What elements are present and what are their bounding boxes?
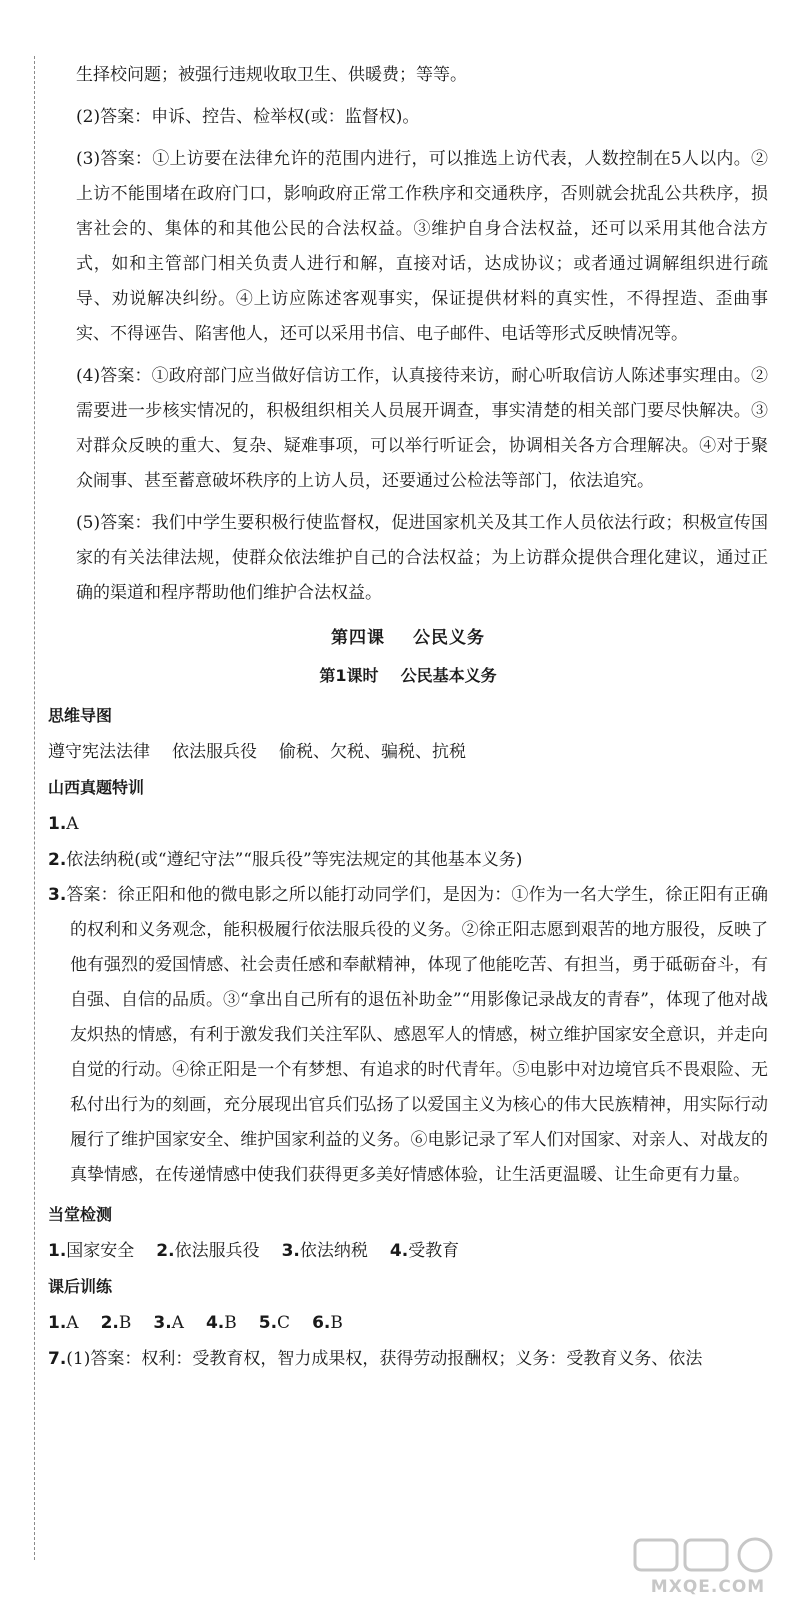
answer-item: [48, 1313, 79, 1333]
watermark-logo: [633, 1536, 783, 1598]
binding-margin-line: [34, 56, 35, 1560]
lesson-period: 第1课时: [319, 666, 379, 685]
answer-3: (3)答案：①上访要在法律允许的范围内进行，可以推选上访代表，人数控制在5人以内。②上访不能围堵在政府门口，影响政府正常工作秩序和交通秩序，否则就会扰乱公共秩序，损害社会的、集体的和其他公民的合法权益。③维护自身合法权益，还可以采用其他合法方式，如和主管部门相关负责人进行和解，直接对话，达成协议；或者通过调解组织进行疏导、劝说解决纠纷。④上访应陈述客观事实，保证提供材料的真实性，不得捏造、歪曲事实、不得诬告、陷害他人，还可以采用书信、电子邮件、电话等形式反映情况等。: [76, 149, 768, 344]
shanxi-heading: 山西真题特训: [48, 778, 145, 797]
mind-map-item: 依法服兵役: [172, 742, 257, 762]
shanxi-q3: [48, 878, 768, 1193]
answer-2: (2)答案：申诉、控告、检举权(或：监督权)。: [76, 107, 420, 127]
answer-item: [282, 1241, 368, 1261]
in-class-answers: [48, 1233, 768, 1269]
answer-item: [153, 1313, 184, 1333]
question-answer: B: [330, 1313, 343, 1333]
answer-item: [101, 1313, 132, 1333]
after-class-heading: 课后训练: [48, 1277, 113, 1296]
shanxi-q2: [48, 842, 768, 878]
question-number: 1.: [48, 1241, 67, 1261]
answer-item: [390, 1241, 459, 1261]
question-number: 3.: [281, 1241, 300, 1261]
after-class-answers: [48, 1305, 768, 1341]
question-number: 2.: [100, 1313, 119, 1333]
question-number: 1.: [48, 814, 67, 834]
answer-continued-line: 生择校问题；被强行违规收取卫生、供暖费；等等。: [76, 65, 467, 85]
lesson-number: 第四课: [331, 628, 385, 648]
mind-map-items: [48, 734, 768, 770]
question-answer: 国家安全: [66, 1241, 135, 1261]
answer-item: [206, 1313, 237, 1333]
question-answer: A: [171, 1313, 184, 1333]
mind-map-heading: 思维导图: [48, 706, 113, 725]
mind-map-item: 遵守宪法法律: [48, 742, 150, 762]
shanxi-q1: [48, 806, 768, 842]
answer-item: [259, 1313, 290, 1333]
question-number: 3.: [48, 885, 67, 905]
watermark-text: MXQE.COM: [650, 1577, 766, 1597]
question-number: 5.: [258, 1313, 278, 1333]
question-number: 3.: [153, 1313, 172, 1333]
question-answer: (1)答案：权利：受教育权，智力成果权，获得劳动报酬权；义务：受教育义务、依法: [66, 1349, 703, 1369]
question-answer: 受教育: [408, 1241, 460, 1261]
answer-5: (5)答案：我们中学生要积极行使监督权，促进国家机关及其工作人员依法行政；积极宣传国家的有关法律法规，使群众依法维护自己的合法权益；为上访群众提供合理化建议，通过正确的渠道和程序帮助他们维护合法权益。: [76, 513, 768, 603]
question-answer: 依法纳税: [299, 1241, 368, 1261]
answer-item: [48, 1241, 134, 1261]
answer-4: (4)答案：①政府部门应当做好信访工作，认真接待来访，耐心听取信访人陈述事实理由。②需要进一步核实情况的，积极组织相关人员展开调查，事实清楚的相关部门要尽快解决。③对群众反映的重大、复杂、疑难事项，可以举行听证会，协调相关各方合理解决。④对于聚众闹事、甚至蓄意破坏秩序的上访人员，还要通过公检法等部门，依法追究。: [76, 366, 768, 491]
lesson-title: [48, 618, 768, 658]
question-answer: A: [66, 1313, 79, 1333]
answer-item: [156, 1241, 259, 1261]
question-answer: C: [277, 1313, 291, 1333]
document-page: [48, 58, 768, 1377]
mind-map-item: 偷税、欠税、骗税、抗税: [279, 742, 466, 762]
answer-item: [312, 1313, 343, 1333]
question-answer: 答案：徐正阳和他的微电影之所以能打动同学们，是因为：①作为一名大学生，徐正阳有正确的权利和义务观念，能积极履行依法服兵役的义务。②徐正阳志愿到艰苦的地方服役，反映了他有强烈的爱国情感、社会责任感和奉献精神，体现了他能吃苦、有担当，勇于砥砺奋斗，有自强、自信的品质。③“拿出自己所有的退伍补助金”“用影像记录战友的青春”，体现了他对战友炽热的情感，有利于激发我们关注军队、感恩军人的情感，树立维护国家安全意识，并走向自觉的行动。④徐正阳是一个有梦想、有追求的时代青年。⑤电影中对边境官兵不畏艰险、无私付出行为的刻画，充分展现出官兵们弘扬了以爱国主义为核心的伟大民族精神，用实际行动履行了维护国家安全、维护国家利益的义务。⑥电影记录了军人们对国家、对亲人、对战友的真挚情感，在传递情感中使我们获得更多美好情感体验，让生活更温暖、让生命更有力量。: [66, 885, 768, 1185]
question-answer: 依法服兵役: [174, 1241, 260, 1261]
question-number: 4.: [389, 1241, 409, 1261]
question-number: 2.: [48, 850, 67, 870]
in-class-heading: 当堂检测: [48, 1205, 113, 1224]
after-class-q7: [48, 1341, 768, 1377]
lesson-period-title: [48, 658, 768, 694]
question-number: 2.: [156, 1241, 175, 1261]
question-number: 6.: [312, 1313, 331, 1333]
question-number: 4.: [205, 1313, 225, 1333]
question-number: 1.: [48, 1313, 67, 1333]
lesson-period-name: 公民基本义务: [400, 666, 497, 685]
question-answer: B: [224, 1313, 237, 1333]
question-answer: A: [66, 814, 79, 834]
question-answer: 依法纳税(或“遵纪守法”“服兵役”等宪法规定的其他基本义务): [66, 850, 523, 870]
question-answer: B: [118, 1313, 132, 1333]
lesson-name: 公民义务: [413, 628, 485, 648]
question-number: 7.: [48, 1349, 67, 1369]
